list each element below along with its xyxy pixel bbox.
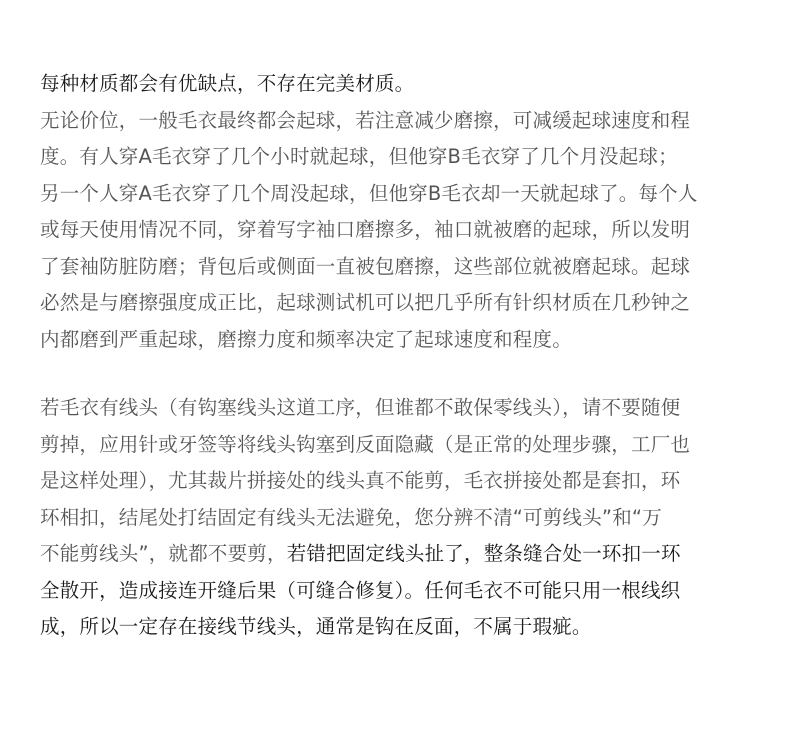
paragraph-line: 了套袖防脏防磨；背包后或侧面一直被包磨擦，这些部位就被磨起球。起球 [40, 254, 691, 278]
paragraph-line-mixed [40, 536, 752, 573]
paragraph-pilling [40, 103, 752, 359]
paragraph-line: 内都磨到严重起球，磨擦力度和频率决定了起球速度和程度。 [40, 327, 572, 351]
paragraph-line: 必然是与磨擦强度成正比，起球测试机可以把几乎所有针织材质在几秒钟之 [40, 291, 691, 314]
document-body [40, 66, 752, 646]
paragraph-loose-threads [40, 390, 752, 646]
paragraph-line: 度。有人穿A毛衣穿了几个小时就起球，但他穿B毛衣穿了几个月没起球； [40, 145, 678, 168]
paragraph-line-emphasis: 成，所以一定存在接线节线头，通常是钩在反面，不属于瑕疵。 [40, 615, 592, 638]
line-segment-gray: 不能剪线头”，就都不要剪， [40, 542, 287, 565]
paragraph-spacer [40, 358, 752, 390]
paragraph-line: 另一个人穿A毛衣穿了几个周没起球，但他穿B毛衣却一天就起球了。每个人 [40, 181, 698, 205]
paragraph-line: 无论价位，一般毛衣最终都会起球，若注意减少磨擦，可减缓起球速度和程 [40, 108, 691, 132]
paragraph-line: 环相扣，结尾处打结固定有线头无法避免，您分辨不清“可剪线头”和“万 [40, 505, 662, 529]
paragraph-line: 是这样处理），尤其裁片拼接处的线头真不能剪，毛衣拼接处都是套扣，环 [40, 469, 681, 492]
paragraph-line: 若毛衣有线头（有钩塞线头这道工序，但谁都不敢保零线头），请不要随便 [40, 396, 681, 419]
heading: 每种材质都会有优缺点，不存在完美材质。 [40, 72, 415, 95]
paragraph-line: 剪掉，应用针或牙签等将线头钩塞到反面隐藏（是正常的处理步骤，工厂也 [40, 432, 691, 456]
paragraph-line-emphasis: 全散开，造成接连开缝后果（可缝合修复）。任何毛衣不可能只用一根线织 [40, 578, 681, 602]
line-segment-emphasis: 若错把固定线头扯了，整条缝合处一环扣一环 [286, 542, 681, 565]
paragraph-line: 或每天使用情况不同，穿着写字袖口磨擦多，袖口就被磨的起球，所以发明 [40, 218, 691, 241]
